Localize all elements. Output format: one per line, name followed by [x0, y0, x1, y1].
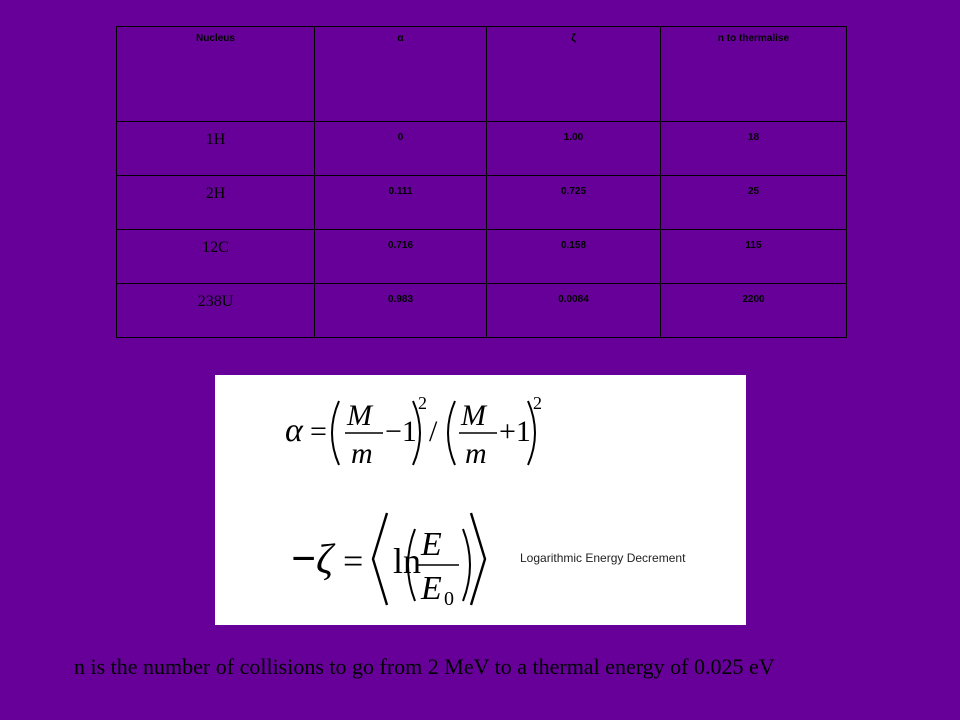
zeta-ln: ln — [393, 541, 422, 581]
left-angle-bracket — [373, 513, 387, 605]
cell-nucleus: 1H — [117, 122, 315, 176]
cell-nucleus: 12C — [117, 230, 315, 284]
table-row — [117, 122, 847, 176]
alpha-symbol: α — [285, 412, 303, 449]
alpha-den-1: m — [351, 437, 373, 470]
cell-nucleus: 238U — [117, 284, 315, 338]
zeta-equals: = — [343, 541, 364, 581]
cell-alpha: 0.716 — [315, 230, 487, 284]
cell-alpha: 0.983 — [315, 284, 487, 338]
table-row — [117, 284, 847, 338]
header-nucleus: Nucleus — [117, 27, 315, 122]
alpha-minus-one: −1 — [385, 415, 417, 448]
left-paren — [332, 401, 339, 465]
left-paren — [448, 401, 455, 465]
zeta-label: Logarithmic Energy Decrement — [520, 551, 686, 565]
alpha-slash: / — [429, 415, 438, 448]
zeta-num: E — [421, 526, 442, 563]
alpha-num-2: M — [461, 399, 486, 432]
alpha-exp-1: 2 — [418, 393, 427, 413]
cell-n: 115 — [661, 230, 847, 284]
zeta-den-sub: 0 — [444, 588, 454, 610]
alpha-exp-2: 2 — [533, 393, 542, 413]
cell-zeta: 0.0084 — [487, 284, 661, 338]
cell-zeta: 0.158 — [487, 230, 661, 284]
cell-n: 2200 — [661, 284, 847, 338]
zeta-den: E — [421, 570, 442, 607]
cell-alpha: 0.111 — [315, 176, 487, 230]
header-zeta: ζ — [487, 27, 661, 122]
caption: n is the number of collisions to go from 2 MeV to a thermal energy of 0.025 eV — [74, 654, 775, 679]
header-n-to-thermalise: n to thermalise — [661, 27, 847, 122]
formula-canvas — [215, 375, 746, 625]
header-alpha: α — [315, 27, 487, 122]
right-angle-bracket — [471, 513, 485, 605]
alpha-plus-one: +1 — [499, 415, 531, 448]
alpha-equals: = — [310, 415, 327, 448]
table-row — [117, 176, 847, 230]
cell-alpha: 0 — [315, 122, 487, 176]
cell-n: 25 — [661, 176, 847, 230]
zeta-minus: − — [291, 534, 317, 583]
alpha-den-2: m — [465, 437, 487, 470]
table-row — [117, 230, 847, 284]
zeta-symbol: ζ — [316, 537, 334, 583]
right-paren — [463, 529, 470, 601]
cell-zeta: 1.00 — [487, 122, 661, 176]
formula-panel — [215, 375, 746, 625]
zeta-formula — [291, 513, 485, 610]
alpha-num-1: M — [347, 399, 372, 432]
cell-nucleus: 2H — [117, 176, 315, 230]
cell-zeta: 0.725 — [487, 176, 661, 230]
nucleus-table — [116, 26, 847, 338]
cell-n: 18 — [661, 122, 847, 176]
table-header-row — [117, 27, 847, 122]
alpha-formula — [285, 393, 542, 470]
